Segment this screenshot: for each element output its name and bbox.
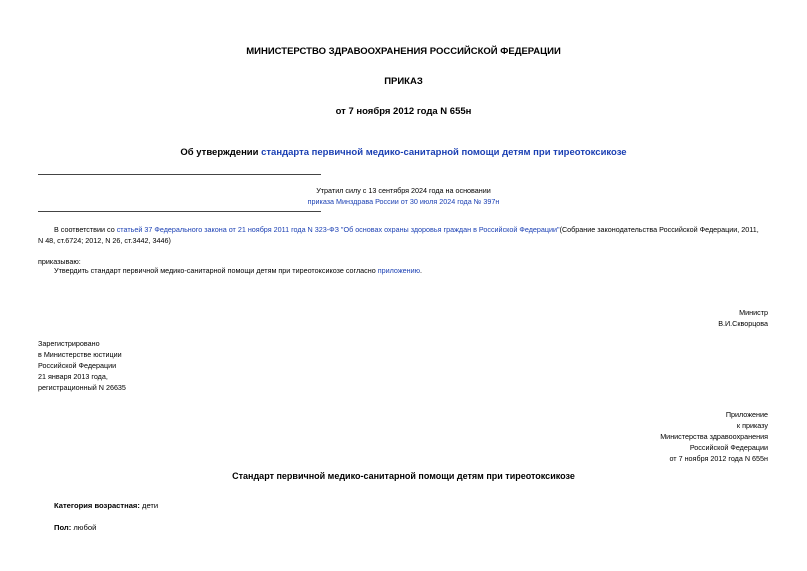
- appendix-line: Приложение: [725, 410, 768, 419]
- sex-label: Пол:: [54, 523, 72, 532]
- appendix-line: Российской Федерации: [689, 443, 768, 452]
- standard-title: Стандарт первичной медико-санитарной помощи детям при тиреотоксикозе: [232, 471, 575, 481]
- sex-category: [54, 523, 96, 532]
- approve-end: .: [420, 266, 422, 275]
- doc-type-heading: ПРИКАЗ: [384, 76, 423, 87]
- preamble-law-link[interactable]: статьей 37 Федерального закона от 21 ноября 2011 года N 323-ФЗ "Об основах охраны здоровья граждан в Российской Федерации": [116, 225, 560, 234]
- registration-line: в Министерстве юстиции: [38, 350, 122, 359]
- ministry-heading: МИНИСТЕРСТВО ЗДРАВООХРАНЕНИЯ РОССИЙСКОЙ ФЕДЕРАЦИИ: [246, 46, 561, 57]
- appendix-link[interactable]: приложению: [377, 266, 420, 275]
- appendix-line: к приказу: [736, 421, 768, 430]
- registration-block: [38, 338, 126, 393]
- registration-line: 21 января 2013 года,: [38, 372, 108, 381]
- signature-name: В.И.Скворцова: [718, 319, 768, 328]
- divider-top: [38, 174, 321, 175]
- approve-paragraph: [54, 265, 422, 276]
- divider-bottom: [38, 211, 321, 212]
- preamble-text-start: В соответствии со: [54, 225, 117, 234]
- appendix-line: от 7 ноября 2012 года N 655н: [669, 454, 768, 463]
- preamble-line-2: N 48, ст.6724; 2012, N 26, ст.3442, 3446): [38, 236, 171, 245]
- validity-line-1: Утратил силу с 13 сентября 2024 года на основании: [316, 186, 491, 195]
- age-value: дети: [139, 501, 159, 510]
- age-category: [54, 501, 158, 510]
- signature-position: Министр: [739, 308, 768, 317]
- registration-line: Российской Федерации: [38, 361, 117, 370]
- doc-date-number: от 7 ноября 2012 года N 655н: [335, 106, 472, 117]
- registration-line: Зарегистрировано: [38, 339, 100, 348]
- validity-link[interactable]: приказа Минздрава России от 30 июля 2024 года № 397н: [307, 197, 500, 206]
- appendix-header: [660, 409, 768, 464]
- doc-title-prefix: Об утверждении: [180, 147, 262, 158]
- appendix-line: Министерства здравоохранения: [660, 432, 768, 441]
- doc-title-link[interactable]: стандарта первичной медико-санитарной помощи детям при тиреотоксикозе: [261, 147, 627, 158]
- age-label: Категория возрастная:: [54, 501, 140, 510]
- prikazyvayu: приказываю:: [38, 257, 81, 266]
- registration-line: регистрационный N 26635: [38, 383, 126, 392]
- sex-value: любой: [71, 523, 97, 532]
- preamble-text-after: (Собрание законодательства Российской Федерации, 2011,: [559, 225, 759, 234]
- doc-title: [0, 147, 807, 158]
- approve-text: Утвердить стандарт первичной медико-санитарной помощи детям при тиреотоксикозе согласно: [54, 266, 378, 275]
- preamble-line-1: [54, 224, 759, 235]
